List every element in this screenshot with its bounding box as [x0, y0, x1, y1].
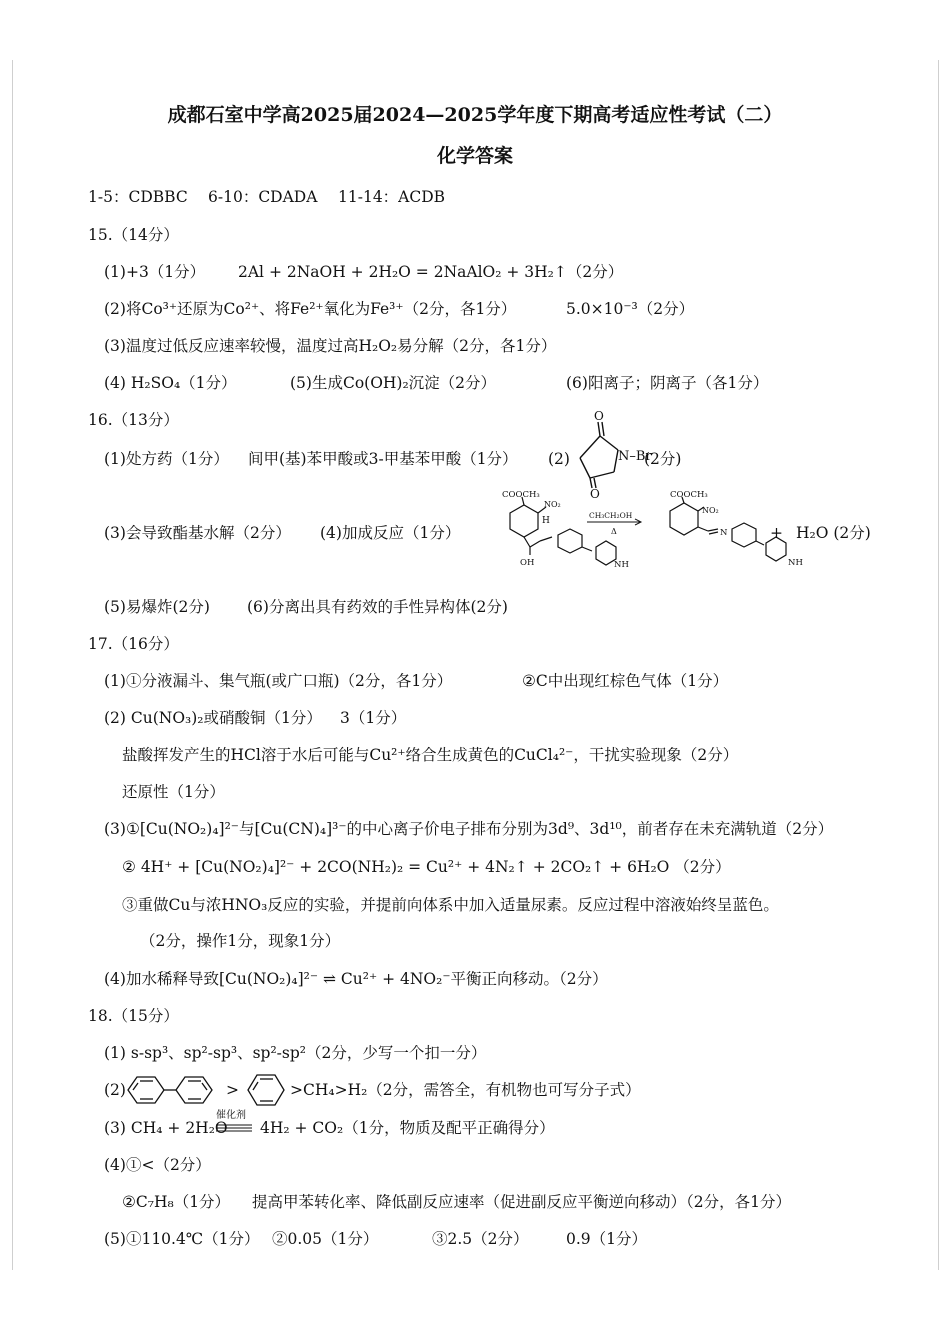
product-nh: NH: [788, 558, 803, 568]
scan-edge-right: [938, 60, 939, 1270]
q17-part2-number: 3（1分）: [340, 709, 407, 727]
reactant-no2: NO₂: [544, 500, 561, 509]
q18-part5-value-4: 0.9（1分）: [566, 1230, 648, 1248]
q15-heading: 15.（14分）: [88, 226, 179, 244]
q15-part1-answer: (1)+3（1分）: [104, 263, 206, 281]
reactant-h: H: [542, 516, 550, 526]
q16-part1-name: 间甲(基)苯甲酸或3-甲基苯甲酸（1分）: [248, 450, 518, 468]
q15-part5-answer: (5)生成Co(OH)₂沉淀（2分）: [290, 374, 497, 392]
q15-part6-answer: (6)阳离子；阴离子（各1分）: [566, 374, 769, 392]
q16-part4-answer: (4)加成反应（1分）: [320, 524, 461, 542]
q18-part3-catalyst: 催化剂: [216, 1110, 246, 1121]
nbs-oxygen-top: O: [594, 409, 604, 423]
q17-part1-observation: ②C中出现红棕色气体（1分）: [522, 672, 729, 690]
q16-part5-answer: (5)易爆炸(2分): [104, 598, 210, 616]
q18-part2-greater-than: >: [226, 1081, 239, 1099]
q16-heading: 16.（13分）: [88, 411, 179, 429]
reactant-oh: OH: [520, 558, 535, 568]
q15-part4-answer: (4) H₂SO₄（1分）: [104, 374, 237, 392]
q15-part3-answer: (3)温度过低反应速率较慢，温度过高H₂O₂易分解（2分，各1分）: [104, 337, 557, 355]
q18-part1-answer: (1) s-sp³、sp²-sp³、sp²-sp²（2分，少写一个扣一分）: [104, 1044, 487, 1062]
q16-part3-answer: (3)会导致酯基水解（2分）: [104, 524, 291, 542]
q17-part1-answer: (1)①分液漏斗、集气瓶(或广口瓶)（2分，各1分）: [104, 672, 453, 690]
q17-part3-experiment: ③重做Cu与浓HNO₃反应的实验，并提前向体系中加入适量尿素。反应过程中溶液始终呈蓝色。: [122, 896, 779, 914]
q18-part5-value-3: ③2.5（2分）: [432, 1230, 529, 1248]
choice-answers-1-5: 1-5：CDBBC: [88, 188, 188, 206]
reaction-condition-heat: Δ: [611, 527, 617, 536]
q17-part2-explanation: 盐酸挥发产生的HCl溶于水后可能与Cu²⁺络合生成黄色的CuCl₄²⁻，干扰实验现象（2分）: [122, 746, 739, 764]
q15-part2-value: 5.0×10⁻³（2分）: [566, 300, 695, 318]
reaction-condition-solvent: CH₃CH₂OH: [589, 511, 633, 520]
q18-part3-products: 4H₂ + CO₂（1分，物质及配平正确得分）: [260, 1119, 555, 1137]
q18-part4-answer: (4)①<（2分）: [104, 1156, 211, 1174]
biphenyl-structure: [124, 1072, 220, 1108]
q18-part4-explanation: 提高甲苯转化率、降低副反应速率（促进副反应平衡逆向移动）（2分，各1分）: [252, 1193, 791, 1211]
q18-part2-label: (2): [104, 1081, 126, 1099]
choice-answers-6-10: 6-10：CDADA: [208, 188, 318, 206]
q18-part4-formula: ②C₇H₈（1分）: [122, 1193, 231, 1211]
scan-edge-left: [12, 60, 13, 1270]
q17-part3-scoring: （2分，操作1分，现象1分）: [140, 932, 341, 950]
choice-answers-11-14: 11-14：ACDB: [338, 188, 446, 206]
q18-part3-reactants: (3) CH₄ + 2H₂O: [104, 1119, 228, 1137]
q17-part3-electron-config: (3)①[Cu(NO₂)₄]²⁻与[Cu(CN)₄]³⁻的中心离子价电子排布分别为3d⁹、3d¹⁰，前者存在未充满轨道（2分）: [104, 820, 834, 838]
product-n: N: [720, 528, 728, 538]
product-cooch3: COOCH₃: [670, 490, 708, 500]
q16-part1-answer: (1)处方药（1分）: [104, 450, 229, 468]
nbs-nbr-label: N–Br: [618, 449, 652, 464]
q17-part2-property: 还原性（1分）: [122, 783, 225, 801]
q15-part1-equation: 2Al + 2NaOH + 2H₂O = 2NaAlO₂ + 3H₂↑（2分）: [238, 263, 624, 281]
q16-part2-label: (2): [548, 450, 570, 468]
q18-part2-ranking: >CH₄>H₂（2分，需答全，有机物也可写分子式）: [290, 1081, 641, 1099]
q17-part3-equation: ② 4H⁺ + [Cu(NO₂)₄]²⁻ + 2CO(NH₂)₂ = Cu²⁺ + 4N₂↑ + 2CO₂↑ + 6H₂O （2分）: [122, 858, 731, 876]
benzene-structure: [244, 1070, 288, 1110]
reaction-arrow: [585, 508, 645, 536]
q18-part5-temperature: (5)①110.4℃（1分）: [104, 1230, 260, 1248]
q16-part2-score: (2分): [644, 450, 682, 468]
nbs-oxygen-bottom: O: [590, 487, 600, 501]
q18-part5-value-2: ②0.05（1分）: [272, 1230, 379, 1248]
page-title: 成都石室中学高2025届2024—2025学年度下期高考适应性考试（二）: [167, 104, 783, 126]
reactant-nh: NH: [614, 560, 629, 570]
reactant-cooch3: COOCH₃: [502, 490, 540, 500]
product-no2: NO₂: [702, 506, 719, 515]
q16-part6-answer: (6)分离出具有药效的手性异构体(2分): [247, 598, 508, 616]
reaction-plus-sign: +: [770, 524, 783, 542]
page-subtitle: 化学答案: [436, 145, 513, 167]
equilibrium-equals-sign: [216, 1123, 254, 1133]
q15-part2-answer: (2)将Co³⁺还原为Co²⁺、将Fe²⁺氧化为Fe³⁺（2分，各1分）: [104, 300, 517, 318]
q18-heading: 18.（15分）: [88, 1007, 179, 1025]
product-structure: [660, 485, 810, 585]
q17-part4-answer: (4)加水稀释导致[Cu(NO₂)₄]²⁻ ⇌ Cu²⁺ + 4NO₂⁻平衡正向移动。（2分）: [104, 970, 608, 988]
reaction-water-product: H₂O (2分): [796, 524, 871, 542]
q17-heading: 17.（16分）: [88, 635, 179, 653]
q17-part2-answer: (2) Cu(NO₃)₂或硝酸铜（1分）: [104, 709, 322, 727]
